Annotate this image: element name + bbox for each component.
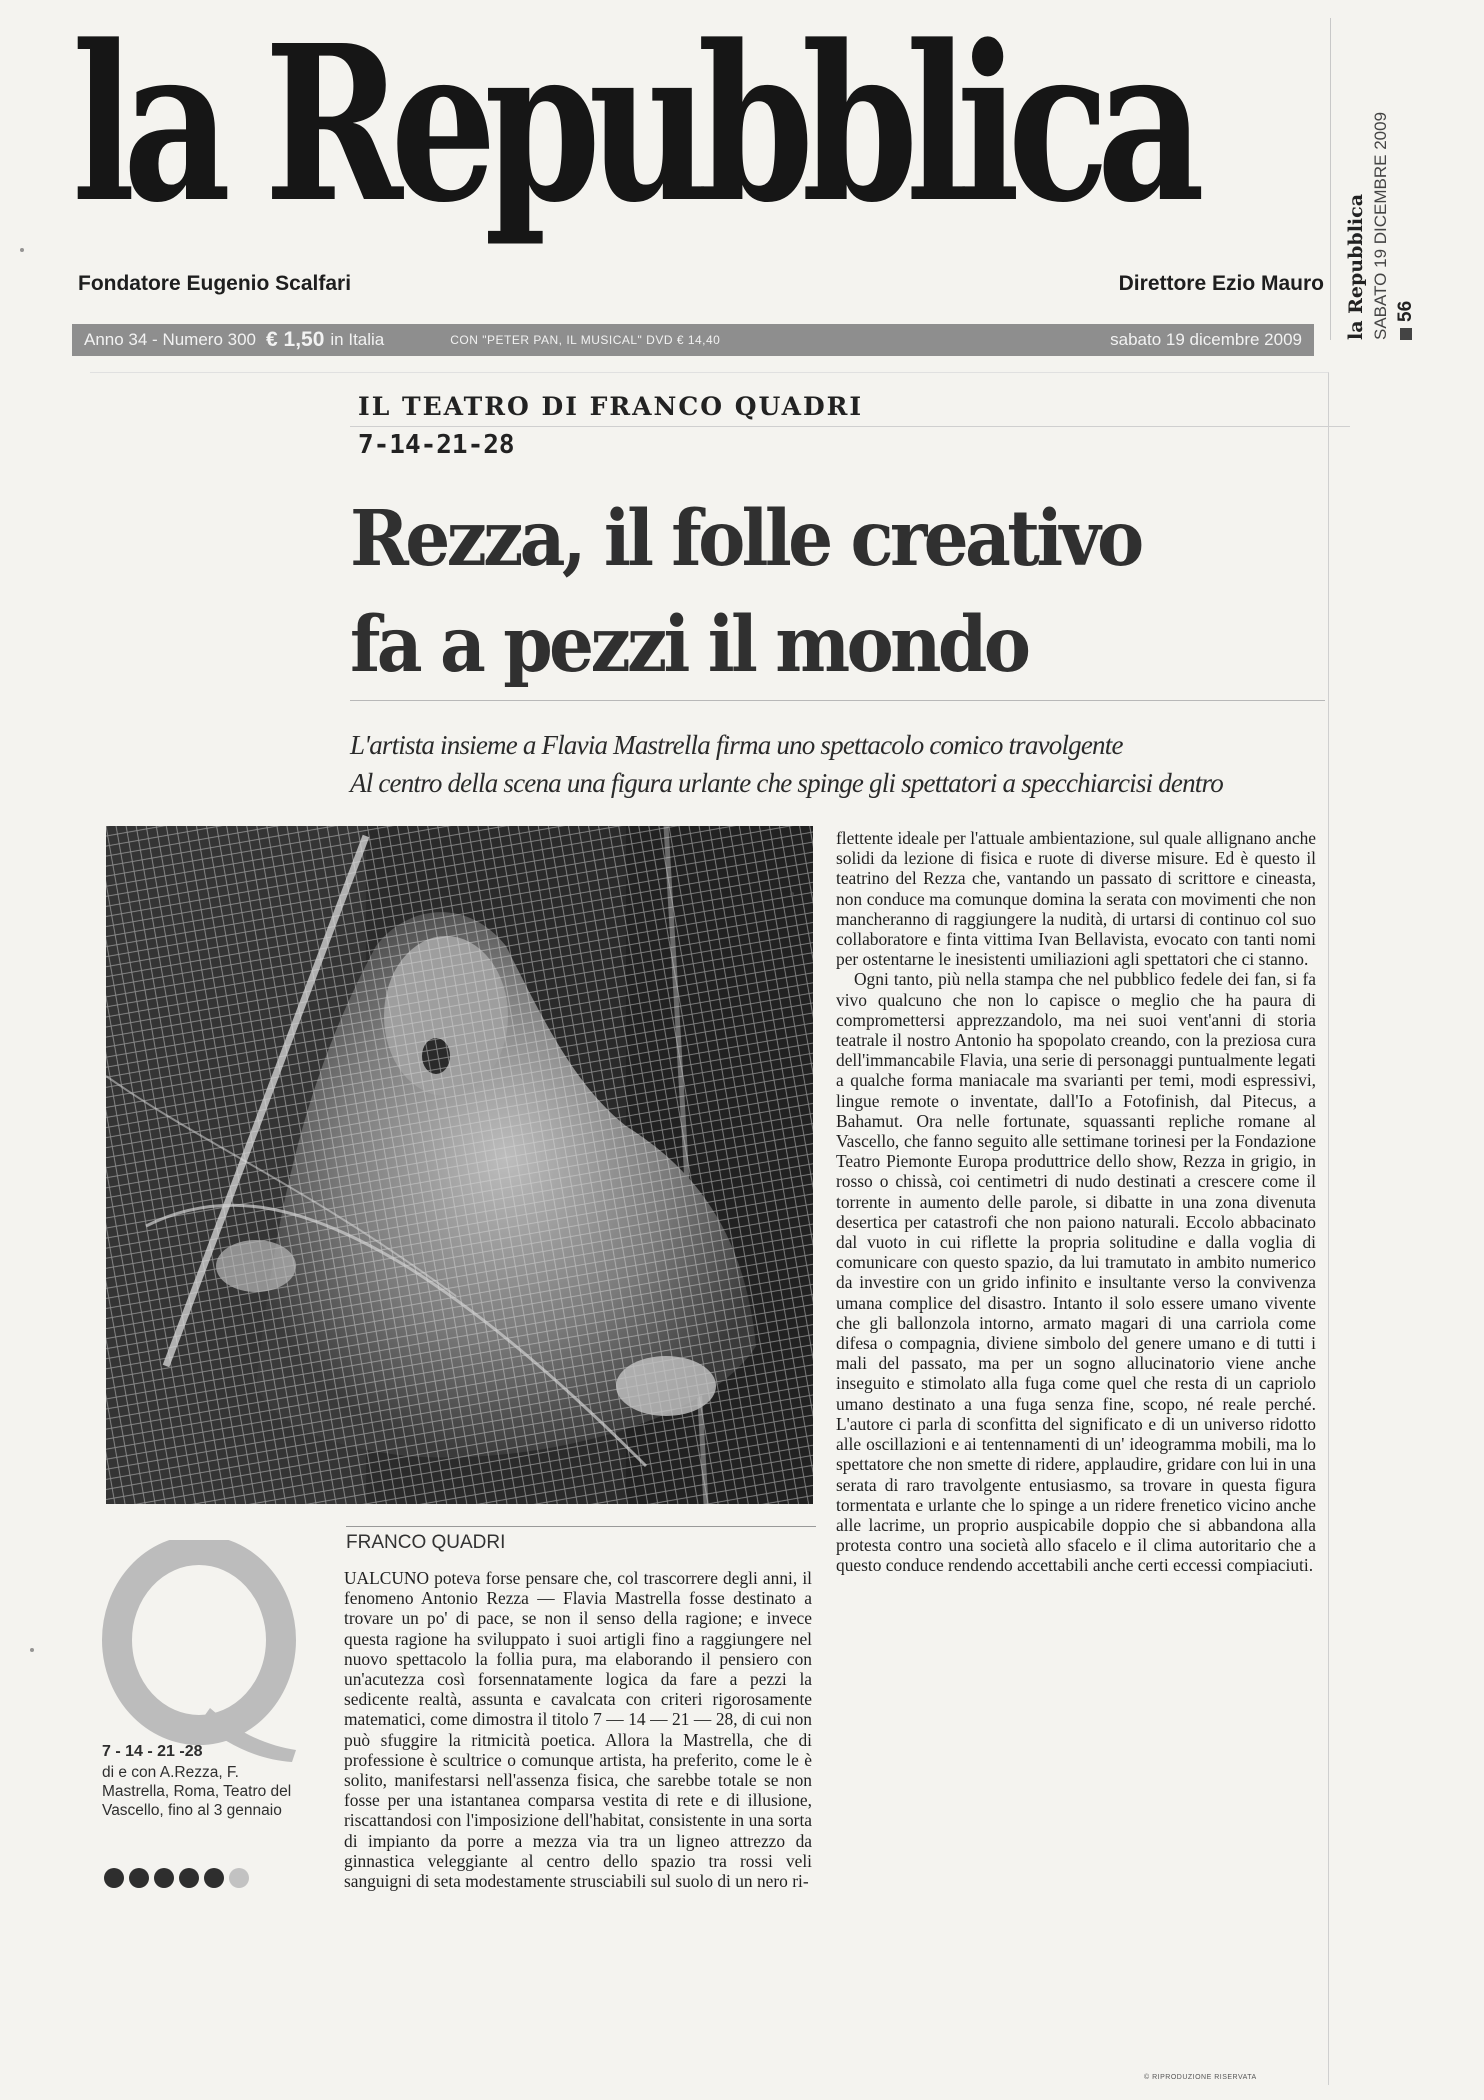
promo-text: CON "PETER PAN, IL MUSICAL" DVD € 14,40: [450, 333, 721, 347]
headline: [350, 486, 1261, 698]
rating-dots: [104, 1868, 249, 1888]
founder-credit: Fondatore Eugenio Scalfari: [78, 272, 352, 295]
scan-speck: [20, 248, 24, 252]
issue-number: Anno 34 - Numero 300: [84, 330, 256, 349]
byline: FRANCO QUADRI: [346, 1532, 506, 1553]
headline-line-2: fa a pezzi il mondo: [350, 600, 1028, 690]
rating-dot-filled: [179, 1868, 199, 1888]
article-photo: [106, 826, 813, 1504]
section-kicker: IL TEATRO DI FRANCO QUADRI: [358, 392, 864, 421]
rating-dot-empty: [229, 1868, 249, 1888]
masthead: [72, 0, 1334, 298]
scan-speck: [790, 892, 794, 896]
byline-divider: [346, 1526, 816, 1527]
subheadline-line-2: Al centro della scena una figura urlante che spinge gli spettatori a specchiarcisi dentro: [350, 768, 1223, 798]
show-title-kicker: 7-14-21-28: [358, 430, 515, 460]
side-date: SABATO 19 DICEMBRE 2009: [1371, 111, 1390, 340]
kicker-divider: [350, 426, 1350, 427]
show-info-box: [102, 1742, 302, 1820]
issue-date: sabato 19 dicembre 2009: [1110, 330, 1302, 349]
newspaper-logo: la Repubblica: [72, 0, 1193, 250]
article-column-right: [836, 828, 1316, 1576]
paragraph: Ogni tanto, più nella stampa che nel pubblico fedele dei fan, si fa vivo qualcuno che non lo capisce o meglio che ha paura di compromettersi apprezzandolo, ma nei suoi vent'anni di storia teatrale il nostro Antonio ha spopolato creando, con la preziosa cura dell'immancabile Flavia, una serie di personaggi puntualmente legati a qualche forma maniacale ma svarianti per temi, modi espressivi, lingue remote o inventate, dall'Io a Fotofinish, dal Pitecus, a Bahamut. Ora nelle fortunate, squassanti repliche romane al Vascello, che fanno seguito alle settimane torinesi per la Fondazione Teatro Piemonte Europa produttrice dello show, Rezza in grigio, in rosso o chissà, coi centimetri di nudo destinati a crescere come il torrente in aumento delle parole, si dibatte in una zona divenuta desertica per catastrofi che non paiono naturali. Eccolo abbacinato dal vuoto in cui riflette la propria solitudine e dalla voglia di comunicare con questo spazio, da lui tramutato in ambito numerico da investire con un grido infinito e insultante verso la convivenza umana complice del disastro. Intanto il solo essere umano vivente che gli ballonzola intorno, armato magari di una carriola come difesa o compagnia, diviene simbolo del genere umano e di tutti i mali del passato, ma per un sogno allucinatorio viene anche inseguito e stimolato alla fuga come quel che resta di un capriolo umano destinato a una fuga senza fine, scopo, né reale perché. L'autore ci parla di sconfitta del significato e di un universo ridotto alle oscillazioni e ai tentennamenti di un' ideogramma mobili, ma lo spettatore che non smette di ridere, applaudire, gridare con lui in una serata di raro travolgente entusiasmo, sa trovare in questa figura tormentata e urlante che lo spinge a un ridere frenetico vicino anche alle lacrime, un proprio auspicabile doppio che si abbandona alla protesta contro una società allo sfacelo e il clima autoritario che a questo conduce rendendo accettabili anche certi eccessi compiaciuti.: [836, 969, 1316, 1576]
copyright-notice: © RIPRODUZIONE RISERVATA: [1144, 2074, 1257, 2081]
paragraph: UALCUNO poteva forse pensare che, col trascorrere degli anni, il fenomeno Antonio Rezza — Flavia Mastrella fosse destinato a trovare un po' di pace, se non il senso della ragione; e invece questa ragione ha sviluppato i suoi artigli fino a raggiungere nel nuovo spettacolo la follia pura, ma elaborando il pensiero con un'acutezza così forsennatamente logica da fare a pezzi la sedicente realtà, assunta e cavalcata con criteri rigorosamente matematici, come dimostra il titolo 7 — 14 — 21 — 28, di cui non può sfuggire la ritmicità poetica. Allora la Mastrella, che di professione è scultrice o comunque artista, ha preferito, come le è solito, manifestarsi nell'assenza fisica, che sarebbe totale se non fosse per una istantanea comparsa vestita di rete e di illusione, riscattandosi con l'imposizione dell'habitat, consistente in una sorta di impianto da porre a mezza via tra un ligneo attrezzo da ginnastica veleggiante al centro dello spazio tra rossi veli sanguigni di seta modestamente strusciabili sul suolo di un nero ri-: [344, 1568, 812, 1892]
scan-speck: [30, 1648, 34, 1652]
show-credits: di e con A.Rezza, F. Mastrella, Roma, Teatro del Vascello, fino al 3 gennaio: [102, 1764, 292, 1819]
drop-cap-q-icon: [100, 1540, 298, 1762]
headline-divider: [350, 700, 1325, 701]
price-suffix: in Italia: [330, 330, 385, 349]
page-marker-icon: [1400, 328, 1412, 340]
rating-dot-filled: [204, 1868, 224, 1888]
headline-line-1: Rezza, il folle creativo: [350, 494, 1141, 584]
price: € 1,50: [266, 328, 325, 351]
subheadline-line-1: L'artista insieme a Flavia Mastrella firma uno spettacolo comico travolgente: [350, 730, 1123, 760]
performer-in-net-illustration: [106, 826, 813, 1504]
director-credit: Direttore Ezio Mauro: [1118, 272, 1324, 295]
side-paper-name: la Repubblica: [1345, 193, 1367, 340]
article-column-left: [344, 1568, 812, 1891]
rating-dot-filled: [129, 1868, 149, 1888]
subheadline: [350, 726, 1340, 802]
show-dates: 7 - 14 - 21 -28: [102, 1743, 203, 1760]
rating-dot-filled: [154, 1868, 174, 1888]
page-reference-box: [1330, 18, 1457, 340]
issue-info-bar: [72, 324, 1314, 356]
paragraph: flettente ideale per l'attuale ambientazione, sul quale allignano anche solidi da lezione di fisica e ruote di diverse misure. Ed è questo il teatrino del Rezza che, vantando un passato di scrittore e cineasta, non conduce ma comunque domina la serata con movimenti che non mancheranno di raggiungere la nudità, di urtarsi di continuo col suo collaboratore e finta vittima Ivan Bellavista, evocato con tanti nomi per ostentarne le inesistenti umiliazioni agli spettatori che ci stanno.: [836, 828, 1316, 970]
side-page-number: 56: [1395, 300, 1416, 322]
rating-dot-filled: [104, 1868, 124, 1888]
side-page: [1395, 112, 1417, 340]
